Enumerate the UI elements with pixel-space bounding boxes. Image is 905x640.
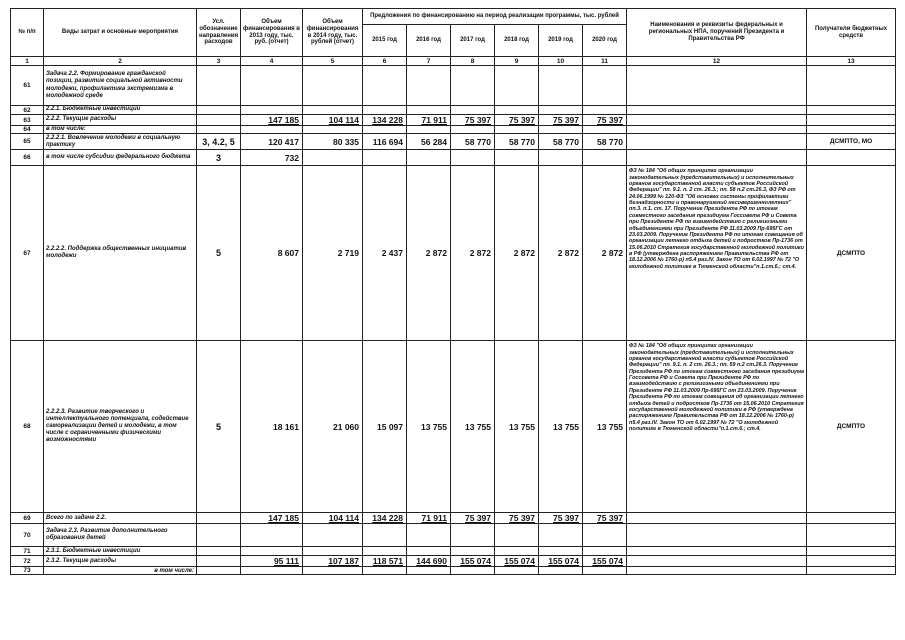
- row-code: [197, 524, 241, 547]
- header-year: 2019 год: [539, 25, 583, 57]
- value-year: [495, 106, 539, 115]
- value-year: 75 397: [495, 115, 539, 126]
- row-recipient: [807, 556, 896, 567]
- value-year: [451, 106, 495, 115]
- column-index: 12: [627, 57, 807, 66]
- header-recipients: Получатели бюджетных средств: [807, 9, 896, 57]
- value-year: 71 911: [407, 115, 451, 126]
- value-year: [583, 524, 627, 547]
- value-year: [539, 150, 583, 166]
- value-year: 58 770: [539, 134, 583, 150]
- row-acts: [627, 513, 807, 524]
- value-2013: 8 607: [241, 166, 303, 341]
- row-recipient: ДСМПТО: [807, 166, 896, 341]
- value-2013: [241, 106, 303, 115]
- row-name: 2.2.1. Бюджетные инвестиции: [44, 106, 197, 115]
- table-row: [11, 556, 896, 567]
- row-number: 62: [11, 106, 44, 115]
- row-name: 2.2.2. Текущие расходы: [44, 115, 197, 126]
- header-year: 2015 год: [363, 25, 407, 57]
- value-year: 13 755: [407, 341, 451, 513]
- value-year: [583, 567, 627, 575]
- column-index: 2: [44, 57, 197, 66]
- row-number: 66: [11, 150, 44, 166]
- row-acts: [627, 556, 807, 567]
- value-year: 134 228: [363, 115, 407, 126]
- row-code: [197, 126, 241, 134]
- value-year: [407, 150, 451, 166]
- row-recipient: ДСМПТО, МО: [807, 134, 896, 150]
- table-row: [11, 115, 896, 126]
- row-number: 61: [11, 66, 44, 106]
- value-year: [451, 66, 495, 106]
- value-year: 71 911: [407, 513, 451, 524]
- value-year: [451, 126, 495, 134]
- row-code: [197, 106, 241, 115]
- value-year: [495, 524, 539, 547]
- value-year: 155 074: [451, 556, 495, 567]
- value-year: [363, 567, 407, 575]
- table-row: [11, 66, 896, 106]
- column-index: 1: [11, 57, 44, 66]
- row-recipient: ДСМПТО: [807, 341, 896, 513]
- column-index: 3: [197, 57, 241, 66]
- row-code: [197, 66, 241, 106]
- value-2013: 732: [241, 150, 303, 166]
- column-index: 8: [451, 57, 495, 66]
- row-acts: [627, 134, 807, 150]
- value-2014: [303, 126, 363, 134]
- value-year: [495, 66, 539, 106]
- row-name: 2.2.2.2. Поддержка общественных инициатив молодежи: [44, 166, 197, 341]
- value-2013: 147 185: [241, 513, 303, 524]
- row-name: Всего по задаче 2.2.: [44, 513, 197, 524]
- value-2014: 80 335: [303, 134, 363, 150]
- value-year: 2 872: [495, 166, 539, 341]
- row-name: 2.3.2. Текущие расходы: [44, 556, 197, 567]
- row-number: 73: [11, 567, 44, 575]
- row-code: [197, 567, 241, 575]
- value-2014: 104 114: [303, 115, 363, 126]
- value-year: [407, 126, 451, 134]
- table-row: [11, 166, 896, 341]
- row-recipient: [807, 513, 896, 524]
- budget-table: [10, 8, 896, 575]
- value-year: 2 437: [363, 166, 407, 341]
- row-recipient: [807, 547, 896, 556]
- value-year: 155 074: [583, 556, 627, 567]
- row-name: 2.3.1. Бюджетные инвестиции: [44, 547, 197, 556]
- header-2014: Объем финансирования в 2014 году, тыс. рублей (отчет): [303, 9, 363, 57]
- value-year: 155 074: [539, 556, 583, 567]
- table-row: [11, 513, 896, 524]
- row-name: Задача 2.2. Формирование гражданской позиции, развитие социальной активности молодежи, профилактика экстремизма в молодежной среде: [44, 66, 197, 106]
- value-year: [363, 126, 407, 134]
- value-year: [363, 547, 407, 556]
- value-2013: 95 111: [241, 556, 303, 567]
- value-2013: 18 161: [241, 341, 303, 513]
- value-year: [451, 547, 495, 556]
- value-year: 13 755: [495, 341, 539, 513]
- value-year: 15 097: [363, 341, 407, 513]
- header-2013: Объем финансирования в 2013 году, тыс. руб. (отчет): [241, 9, 303, 57]
- value-2013: [241, 567, 303, 575]
- value-2014: [303, 524, 363, 547]
- value-year: 13 755: [451, 341, 495, 513]
- row-code: [197, 513, 241, 524]
- row-code: 3, 4.2, 5: [197, 134, 241, 150]
- row-acts: [627, 524, 807, 547]
- column-index: 9: [495, 57, 539, 66]
- row-recipient: [807, 115, 896, 126]
- value-year: [407, 524, 451, 547]
- table-row: [11, 134, 896, 150]
- row-code: [197, 556, 241, 567]
- header-year: 2018 год: [495, 25, 539, 57]
- value-year: 75 397: [583, 115, 627, 126]
- column-index: 13: [807, 57, 896, 66]
- value-year: [407, 547, 451, 556]
- value-year: [539, 567, 583, 575]
- value-year: 75 397: [451, 513, 495, 524]
- row-acts: [627, 150, 807, 166]
- value-year: 116 694: [363, 134, 407, 150]
- value-year: 2 872: [539, 166, 583, 341]
- value-2014: [303, 547, 363, 556]
- value-year: [363, 106, 407, 115]
- row-name: Задача 2.3. Развитие дополнительного образования детей: [44, 524, 197, 547]
- row-number: 63: [11, 115, 44, 126]
- value-year: 75 397: [539, 513, 583, 524]
- value-year: [363, 524, 407, 547]
- value-year: [451, 567, 495, 575]
- header-code: Усл. обозначение направления расходов: [197, 9, 241, 57]
- table-row: [11, 341, 896, 513]
- value-year: 13 755: [583, 341, 627, 513]
- value-year: [539, 547, 583, 556]
- value-2013: 120 417: [241, 134, 303, 150]
- value-year: [407, 567, 451, 575]
- value-year: [451, 524, 495, 547]
- column-index: 10: [539, 57, 583, 66]
- column-index: 6: [363, 57, 407, 66]
- header-name: Виды затрат и основные мероприятия: [44, 9, 197, 57]
- value-2013: [241, 66, 303, 106]
- value-year: 13 755: [539, 341, 583, 513]
- value-2013: [241, 547, 303, 556]
- column-index-row: [11, 57, 896, 66]
- value-year: [451, 150, 495, 166]
- value-year: [407, 106, 451, 115]
- value-year: 2 872: [407, 166, 451, 341]
- row-recipient: [807, 126, 896, 134]
- row-acts: [627, 547, 807, 556]
- row-acts: [627, 567, 807, 575]
- value-year: [363, 150, 407, 166]
- value-year: 58 770: [583, 134, 627, 150]
- column-index: 5: [303, 57, 363, 66]
- value-year: [539, 126, 583, 134]
- value-2014: 104 114: [303, 513, 363, 524]
- row-recipient: [807, 106, 896, 115]
- value-2014: 2 719: [303, 166, 363, 341]
- value-year: [583, 126, 627, 134]
- row-acts: [627, 106, 807, 115]
- row-acts: [627, 66, 807, 106]
- value-2014: [303, 106, 363, 115]
- table-row: [11, 567, 896, 575]
- row-acts: [627, 115, 807, 126]
- row-number: 72: [11, 556, 44, 567]
- value-year: 58 770: [495, 134, 539, 150]
- value-year: [407, 66, 451, 106]
- row-name: 2.2.2.3. Развитие творческого и интеллектуального потенциала, содействие самореализации детей и молодежи, в том числе с ограниченными физическими возможностями: [44, 341, 197, 513]
- value-year: [539, 66, 583, 106]
- row-name: в том числе субсидии федерального бюджета: [44, 150, 197, 166]
- header-proposals: Предложения по финансированию на период реализации программы, тыс. рублей: [363, 9, 627, 25]
- column-index: 11: [583, 57, 627, 66]
- value-2014: 21 060: [303, 341, 363, 513]
- value-year: 134 228: [363, 513, 407, 524]
- value-year: [495, 547, 539, 556]
- row-name: в том числе:: [44, 126, 197, 134]
- row-acts: ФЗ № 184 "Об общих принципах организации законодательных (представительных) и исполнительных органов государственной власти субъектов Российской Федерации" пп. 9.1. п. 2 ст. 26.3.; пп. 59 п.2 ст.26.3. Поручение Президента РФ по итогам совместного заседания президиума Госсовета РФ и Совета при Президенте РФ по взаимодействию с религиозными объединениями при Президенте РФ 11.03.2009 Пр-695ГС от 23.03.2009. Поручение Президента РФ по итогам совещания об организации летнего отдыха детей и подростков Пр-1736 от 15.06.2010 Стратегия государственной молодежной политики в РФ (утверждена распоряжением Правительства РФ от 18.12.2006 № 1760-р) п5.4 раз.IV. Закон ТО от 6.02.1997 № 72 "О молодежной политике в Тюменской области"п.1.ст.6.; ст.4.: [627, 341, 807, 513]
- value-year: [583, 150, 627, 166]
- column-index: 7: [407, 57, 451, 66]
- value-year: [539, 524, 583, 547]
- table-row: [11, 547, 896, 556]
- row-recipient: [807, 150, 896, 166]
- row-code: [197, 115, 241, 126]
- value-year: 2 872: [583, 166, 627, 341]
- row-number: 68: [11, 341, 44, 513]
- row-acts: ФЗ № 184 "Об общих принципах организации законодательных (представительных) и исполнительных органов государственной власти субъектов Российской Федерации" пп. 9.1. п. 2 ст. 26.3.; пп. 58 п.2 ст.26.3, ФЗ РФ от 24.06.1999 № 120-ФЗ "Об основах системы профилактики безнадзорности и правонарушений несовершеннолетних" пп.3. п.1. ст. 17. Поручение Президента РФ по итогам совместного заседания президиума Госсовета РФ и Совета при Президенте РФ по взаимодействию с религиозными объединениями при Президенте РФ 11.03.2009 Пр-695ГС от 23.03.2009. Поручение Президента РФ по итогам совещания об организации летнего отдыха детей и подростков Пр-1736 от 15.06.2010 Стратегия государственной молодежной политики в РФ (утверждена распоряжением Правительства РФ от 18.12.2006 № 1760-р) п5.4 раз.IV. Закон ТО от 6.02.1997 № 72 "О молодежной политике в Тюменской области"п.1.ст.6.; ст.4.: [627, 166, 807, 341]
- header-year: 2017 год: [451, 25, 495, 57]
- header-no: № п/п: [11, 9, 44, 57]
- value-year: 155 074: [495, 556, 539, 567]
- row-code: 5: [197, 341, 241, 513]
- value-year: 144 690: [407, 556, 451, 567]
- row-number: 69: [11, 513, 44, 524]
- row-number: 67: [11, 166, 44, 341]
- value-year: 58 770: [451, 134, 495, 150]
- row-code: 5: [197, 166, 241, 341]
- value-2013: [241, 524, 303, 547]
- row-acts: [627, 126, 807, 134]
- value-year: [495, 567, 539, 575]
- value-year: 75 397: [539, 115, 583, 126]
- column-index: 4: [241, 57, 303, 66]
- row-code: [197, 547, 241, 556]
- row-recipient: [807, 66, 896, 106]
- value-year: 75 397: [495, 513, 539, 524]
- value-year: [583, 547, 627, 556]
- row-recipient: [807, 567, 896, 575]
- table-row: [11, 126, 896, 134]
- value-year: 2 872: [451, 166, 495, 341]
- header-acts: Наименования и реквизиты федеральных и региональных НПА, поручений Президента и Правительства РФ: [627, 9, 807, 57]
- value-year: [583, 66, 627, 106]
- value-year: [539, 106, 583, 115]
- row-code: 3: [197, 150, 241, 166]
- value-year: 56 284: [407, 134, 451, 150]
- value-2013: 147 185: [241, 115, 303, 126]
- table-row: [11, 524, 896, 547]
- budget-table-document: [10, 8, 895, 575]
- value-year: [495, 126, 539, 134]
- value-year: 75 397: [451, 115, 495, 126]
- row-number: 65: [11, 134, 44, 150]
- header-year: 2016 год: [407, 25, 451, 57]
- value-2014: [303, 150, 363, 166]
- row-number: 70: [11, 524, 44, 547]
- value-2013: [241, 126, 303, 134]
- value-year: [495, 150, 539, 166]
- row-recipient: [807, 524, 896, 547]
- header-year: 2020 год: [583, 25, 627, 57]
- row-number: 64: [11, 126, 44, 134]
- row-name: 2.2.2.1. Вовлечение молодежи в социальную практику: [44, 134, 197, 150]
- table-row: [11, 150, 896, 166]
- table-row: [11, 106, 896, 115]
- value-2014: 107 187: [303, 556, 363, 567]
- value-year: 75 397: [583, 513, 627, 524]
- value-2014: [303, 66, 363, 106]
- value-2014: [303, 567, 363, 575]
- value-year: [583, 106, 627, 115]
- row-number: 71: [11, 547, 44, 556]
- row-name: в том числе:: [44, 567, 197, 575]
- value-year: 118 571: [363, 556, 407, 567]
- value-year: [363, 66, 407, 106]
